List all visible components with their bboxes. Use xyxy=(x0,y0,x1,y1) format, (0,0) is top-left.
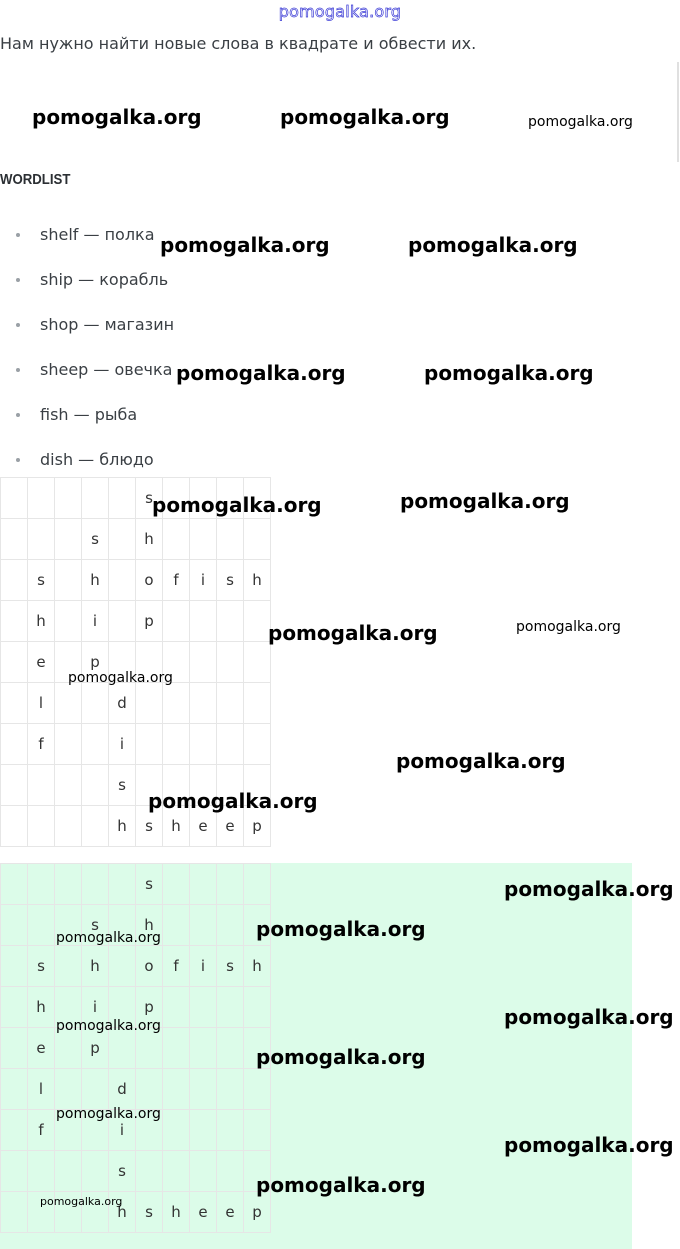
grid-cell xyxy=(217,1028,244,1069)
grid-cell xyxy=(190,1110,217,1151)
grid-cell: s xyxy=(28,946,55,987)
grid-cell xyxy=(82,1069,109,1110)
list-item xyxy=(0,219,174,264)
grid-cell: h xyxy=(163,1192,190,1233)
watermark: pomogalka.org xyxy=(504,1133,674,1157)
grid-cell xyxy=(82,765,109,806)
grid-cell xyxy=(244,601,271,642)
grid-cell xyxy=(1,560,28,601)
watermark: pomogalka.org xyxy=(280,105,450,129)
grid-cell xyxy=(55,1151,82,1192)
grid-cell xyxy=(244,683,271,724)
grid-cell: o xyxy=(136,560,163,601)
grid-cell xyxy=(244,864,271,905)
grid-cell xyxy=(217,987,244,1028)
grid-cell xyxy=(163,1069,190,1110)
wordlist-item-label: ship — корабль xyxy=(40,270,169,289)
grid-cell xyxy=(82,1151,109,1192)
grid-cell xyxy=(217,905,244,946)
grid-cell xyxy=(1,806,28,847)
grid-cell xyxy=(28,765,55,806)
grid-cell: f xyxy=(163,560,190,601)
watermark: pomogalka.org xyxy=(32,105,202,129)
grid-cell: h xyxy=(244,560,271,601)
grid-cell xyxy=(55,765,82,806)
watermark: pomogalka.org xyxy=(56,1106,161,1122)
solution-grid xyxy=(0,863,271,1233)
watermark: pomogalka.org xyxy=(268,621,438,645)
grid-cell xyxy=(163,724,190,765)
grid-cell: s xyxy=(136,478,163,519)
grid-cell xyxy=(1,478,28,519)
watermark: pomogalka.org xyxy=(152,493,322,517)
grid-cell xyxy=(109,478,136,519)
grid-cell: f xyxy=(163,946,190,987)
grid-cell: s xyxy=(82,519,109,560)
grid-row xyxy=(1,683,271,724)
grid-cell xyxy=(244,1110,271,1151)
scrollbar[interactable] xyxy=(677,62,679,162)
bullet-icon xyxy=(16,278,20,282)
grid-cell: d xyxy=(109,1069,136,1110)
grid-cell: p xyxy=(82,642,109,683)
wordlist-item-label: shelf — полка xyxy=(40,225,155,244)
grid-row xyxy=(1,560,271,601)
grid-cell: f xyxy=(28,724,55,765)
grid-cell: e xyxy=(217,806,244,847)
watermark: pomogalka.org xyxy=(256,1173,426,1197)
grid-cell xyxy=(28,519,55,560)
grid-cell xyxy=(217,601,244,642)
grid-cell: h xyxy=(163,806,190,847)
grid-cell xyxy=(217,1151,244,1192)
grid-cell xyxy=(217,724,244,765)
grid-cell xyxy=(136,1069,163,1110)
grid-cell xyxy=(136,724,163,765)
grid-cell xyxy=(190,683,217,724)
grid-cell xyxy=(109,864,136,905)
grid-cell xyxy=(1,683,28,724)
grid-cell: s xyxy=(217,946,244,987)
grid-row xyxy=(1,519,271,560)
wordlist-heading: WORDLIST xyxy=(0,171,71,188)
grid-cell xyxy=(190,987,217,1028)
grid-cell: e xyxy=(28,1028,55,1069)
grid-cell: s xyxy=(217,560,244,601)
grid-cell xyxy=(109,601,136,642)
grid-row xyxy=(1,724,271,765)
grid-cell xyxy=(190,519,217,560)
grid-cell xyxy=(82,724,109,765)
grid-cell xyxy=(82,864,109,905)
grid-cell: d xyxy=(109,683,136,724)
grid-cell xyxy=(82,683,109,724)
grid-cell xyxy=(163,519,190,560)
grid-cell xyxy=(190,1069,217,1110)
grid-row xyxy=(1,1069,271,1110)
grid-cell xyxy=(163,1028,190,1069)
grid-cell xyxy=(1,864,28,905)
grid-cell: s xyxy=(109,765,136,806)
grid-cell xyxy=(163,987,190,1028)
grid-cell xyxy=(1,1151,28,1192)
watermark: pomogalka.org xyxy=(68,670,173,686)
grid-cell xyxy=(28,1151,55,1192)
bullet-icon xyxy=(16,458,20,462)
grid-cell xyxy=(136,683,163,724)
grid-cell xyxy=(28,864,55,905)
grid-cell: h xyxy=(28,601,55,642)
watermark: pomogalka.org xyxy=(528,114,633,130)
grid-cell: p xyxy=(136,601,163,642)
grid-cell xyxy=(163,1110,190,1151)
grid-cell xyxy=(190,724,217,765)
site-logo[interactable]: pomogalka.org xyxy=(278,2,402,21)
grid-cell: s xyxy=(136,864,163,905)
grid-cell xyxy=(28,478,55,519)
grid-cell xyxy=(1,724,28,765)
grid-row xyxy=(1,1151,271,1192)
grid-cell xyxy=(190,864,217,905)
grid-cell xyxy=(82,478,109,519)
grid-cell xyxy=(217,683,244,724)
grid-cell: h xyxy=(136,519,163,560)
grid-row xyxy=(1,946,271,987)
grid-cell xyxy=(163,601,190,642)
watermark: pomogalka.org xyxy=(56,1018,161,1034)
grid-cell xyxy=(1,765,28,806)
list-item xyxy=(0,399,174,444)
grid-cell: h xyxy=(109,806,136,847)
grid-cell: h xyxy=(136,905,163,946)
bullet-icon xyxy=(16,323,20,327)
grid-cell xyxy=(1,1069,28,1110)
grid-cell: s xyxy=(82,905,109,946)
grid-cell xyxy=(190,1028,217,1069)
watermark: pomogalka.org xyxy=(516,619,621,635)
grid-cell xyxy=(55,478,82,519)
grid-cell: h xyxy=(244,946,271,987)
watermark: pomogalka.org xyxy=(256,917,426,941)
grid-cell: i xyxy=(109,1110,136,1151)
grid-cell xyxy=(1,642,28,683)
grid-cell xyxy=(55,560,82,601)
grid-cell xyxy=(217,519,244,560)
grid-cell xyxy=(190,1151,217,1192)
grid-cell: p xyxy=(244,1192,271,1233)
grid-cell xyxy=(217,864,244,905)
grid-cell xyxy=(163,905,190,946)
grid-cell: s xyxy=(136,1192,163,1233)
wordlist-item-label: shop — магазин xyxy=(40,315,175,334)
wordlist-item-label: fish — рыба xyxy=(40,405,138,424)
grid-cell xyxy=(55,519,82,560)
grid-cell: s xyxy=(28,560,55,601)
grid-cell xyxy=(163,864,190,905)
grid-cell: h xyxy=(82,560,109,601)
grid-cell xyxy=(55,1069,82,1110)
grid-cell: i xyxy=(190,946,217,987)
grid-cell xyxy=(82,806,109,847)
grid-cell xyxy=(55,806,82,847)
grid-cell: p xyxy=(82,1028,109,1069)
grid-cell: l xyxy=(28,1069,55,1110)
grid-cell: p xyxy=(244,806,271,847)
grid-cell: s xyxy=(109,1151,136,1192)
grid-cell: i xyxy=(82,601,109,642)
grid-cell: f xyxy=(28,1110,55,1151)
grid-cell xyxy=(217,1069,244,1110)
watermark: pomogalka.org xyxy=(40,1195,123,1208)
list-item xyxy=(0,264,174,309)
grid-cell xyxy=(190,642,217,683)
watermark: pomogalka.org xyxy=(56,930,161,946)
grid-cell: i xyxy=(82,987,109,1028)
grid-cell xyxy=(109,560,136,601)
grid-cell xyxy=(55,601,82,642)
grid-cell xyxy=(244,724,271,765)
bullet-icon xyxy=(16,233,20,237)
grid-cell: i xyxy=(190,560,217,601)
bullet-icon xyxy=(16,413,20,417)
watermark: pomogalka.org xyxy=(176,361,346,385)
task-instruction: Нам нужно найти новые слова в квадрате и обвести их. xyxy=(0,34,477,53)
grid-cell xyxy=(244,642,271,683)
grid-cell xyxy=(190,905,217,946)
grid-cell xyxy=(55,946,82,987)
grid-cell: e xyxy=(217,1192,244,1233)
watermark: pomogalka.org xyxy=(400,489,570,513)
grid-cell xyxy=(109,519,136,560)
grid-cell xyxy=(163,1151,190,1192)
grid-cell: o xyxy=(136,946,163,987)
wordlist-item-label: sheep — овечка xyxy=(40,360,173,379)
grid-cell: h xyxy=(109,1192,136,1233)
watermark: pomogalka.org xyxy=(504,1005,674,1029)
grid-cell: l xyxy=(28,683,55,724)
watermark: pomogalka.org xyxy=(424,361,594,385)
grid-cell xyxy=(1,1028,28,1069)
bullet-icon xyxy=(16,368,20,372)
grid-cell xyxy=(1,519,28,560)
grid-cell xyxy=(55,683,82,724)
grid-cell xyxy=(1,601,28,642)
grid-cell xyxy=(1,1110,28,1151)
grid-cell xyxy=(109,946,136,987)
grid-cell xyxy=(55,724,82,765)
wordlist-item-label: dish — блюдо xyxy=(40,450,154,469)
grid-cell xyxy=(217,1110,244,1151)
grid-cell xyxy=(1,987,28,1028)
watermark: pomogalka.org xyxy=(396,749,566,773)
grid-cell: p xyxy=(136,987,163,1028)
grid-cell: e xyxy=(190,1192,217,1233)
list-item xyxy=(0,354,174,399)
grid-cell: s xyxy=(136,806,163,847)
grid-cell xyxy=(244,987,271,1028)
grid-cell xyxy=(1,946,28,987)
grid-row xyxy=(1,864,271,905)
watermark: pomogalka.org xyxy=(408,233,578,257)
grid-cell xyxy=(1,1192,28,1233)
grid-cell xyxy=(244,1069,271,1110)
grid-cell xyxy=(28,905,55,946)
watermark: pomogalka.org xyxy=(256,1045,426,1069)
grid-cell xyxy=(244,519,271,560)
grid-cell xyxy=(217,642,244,683)
grid-cell xyxy=(163,683,190,724)
watermark: pomogalka.org xyxy=(160,233,330,257)
grid-cell xyxy=(28,806,55,847)
list-item xyxy=(0,309,174,354)
grid-row xyxy=(1,601,271,642)
grid-cell xyxy=(55,864,82,905)
grid-cell xyxy=(190,601,217,642)
grid-cell xyxy=(136,1151,163,1192)
grid-cell: h xyxy=(82,946,109,987)
grid-cell: e xyxy=(190,806,217,847)
grid-cell xyxy=(1,905,28,946)
wordlist xyxy=(0,219,174,489)
grid-cell: h xyxy=(28,987,55,1028)
grid-cell: e xyxy=(28,642,55,683)
grid-cell: i xyxy=(109,724,136,765)
watermark: pomogalka.org xyxy=(504,877,674,901)
watermark: pomogalka.org xyxy=(148,789,318,813)
